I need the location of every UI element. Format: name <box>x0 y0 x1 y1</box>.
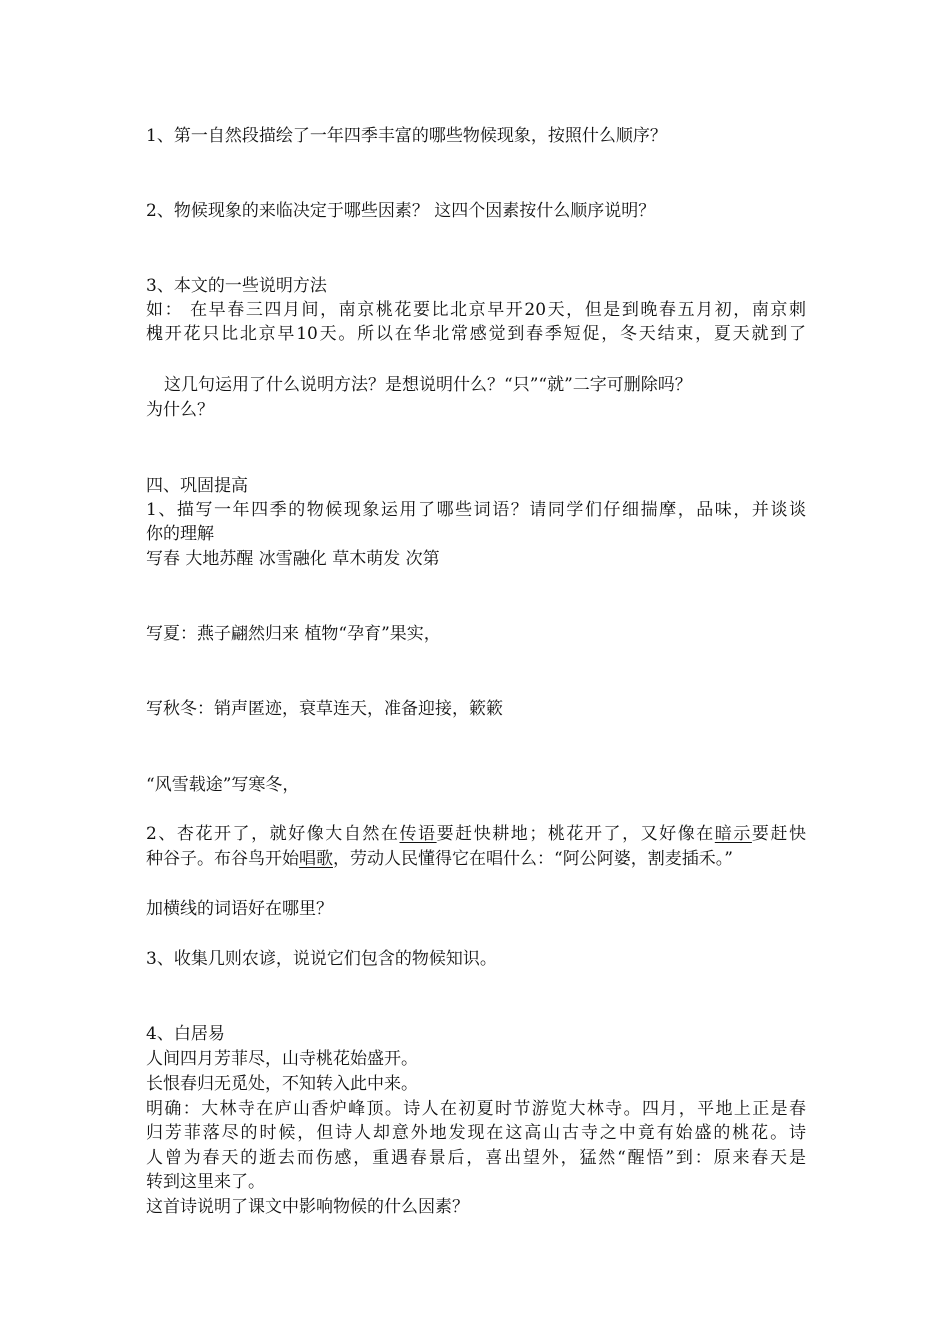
question-3-example-line: 槐开花只比北京早10天。所以在华北常感觉到春季短促，冬天结束，夏天就到了 <box>146 324 806 344</box>
section-4-heading: 四、巩固提高 <box>146 476 248 496</box>
section-4-question-1-line: 你的理解 <box>146 524 214 544</box>
question-3-prompt-line: 这几句运用了什么说明方法？是想说明什么？“只”“就”二字可删除吗？ <box>164 375 692 395</box>
section-4-question-4-title: 4、白居易 <box>146 1024 225 1044</box>
explanation-line: 明确：大林寺在庐山香炉峰顶。诗人在初夏时节游览大林寺。四月，平地上正是春 <box>146 1099 806 1119</box>
explanation-line: 人曾为春天的逝去而伤感，重遇春景后，喜出望外，猛然“醒悟”到：原来春天是 <box>146 1148 806 1168</box>
section-4-question-2-line: 2、杏花开了，就好像大自然在传语要赶快耕地；桃花开了，又好像在暗示要赶快 <box>146 824 807 844</box>
question-3-example-line: 如： 在早春三四月间，南京桃花要比北京早开20天，但是到晚春五月初，南京刺 <box>146 300 806 320</box>
question-2: 2、物候现象的来临决定于哪些因素？ 这四个因素按什么顺序说明？ <box>146 201 656 221</box>
summer-words: 写夏：燕子翩然归来 植物“孕育”果实， <box>146 624 441 644</box>
final-question: 这首诗说明了课文中影响物候的什么因素？ <box>146 1197 469 1217</box>
section-4-question-2-line: 种谷子。布谷鸟开始唱歌，劳动人民懂得它在唱什么：“阿公阿婆，割麦插禾。” <box>146 849 733 869</box>
question-3-title: 3、本文的一些说明方法 <box>146 276 327 296</box>
question-3-prompt-line: 为什么？ <box>146 400 214 420</box>
autumn-winter-words: 写秋冬：销声匿迹，衰草连天，准备迎接，簌簌 <box>146 699 503 719</box>
underlined-word: 暗示 <box>714 824 752 844</box>
section-4-question-3: 3、收集几则农谚，说说它们包含的物候知识。 <box>146 949 497 969</box>
underlined-word: 唱歌 <box>299 849 333 869</box>
explanation-line: 转到这里来了。 <box>146 1172 265 1192</box>
poem-line: 长恨春归无觅处，不知转入此中来。 <box>146 1074 418 1094</box>
explanation-line: 归芳菲落尽的时候，但诗人却意外地发现在这高山古寺之中竟有始盛的桃花。诗 <box>146 1123 806 1143</box>
spring-words: 写春 大地苏醒 冰雪融化 草木萌发 次第 <box>146 549 440 569</box>
winter-phrase: “风雪载途”写寒冬， <box>146 775 300 795</box>
section-4-question-2-prompt: 加横线的词语好在哪里？ <box>146 899 333 919</box>
underlined-word: 传语 <box>399 824 437 844</box>
question-1: 1、第一自然段描绘了一年四季丰富的哪些物候现象，按照什么顺序？ <box>146 126 667 146</box>
section-4-question-1-line: 1、描写一年四季的物候现象运用了哪些词语？请同学们仔细揣摩，品味，并谈谈 <box>146 500 806 520</box>
poem-line: 人间四月芳菲尽，山寺桃花始盛开。 <box>146 1049 418 1069</box>
